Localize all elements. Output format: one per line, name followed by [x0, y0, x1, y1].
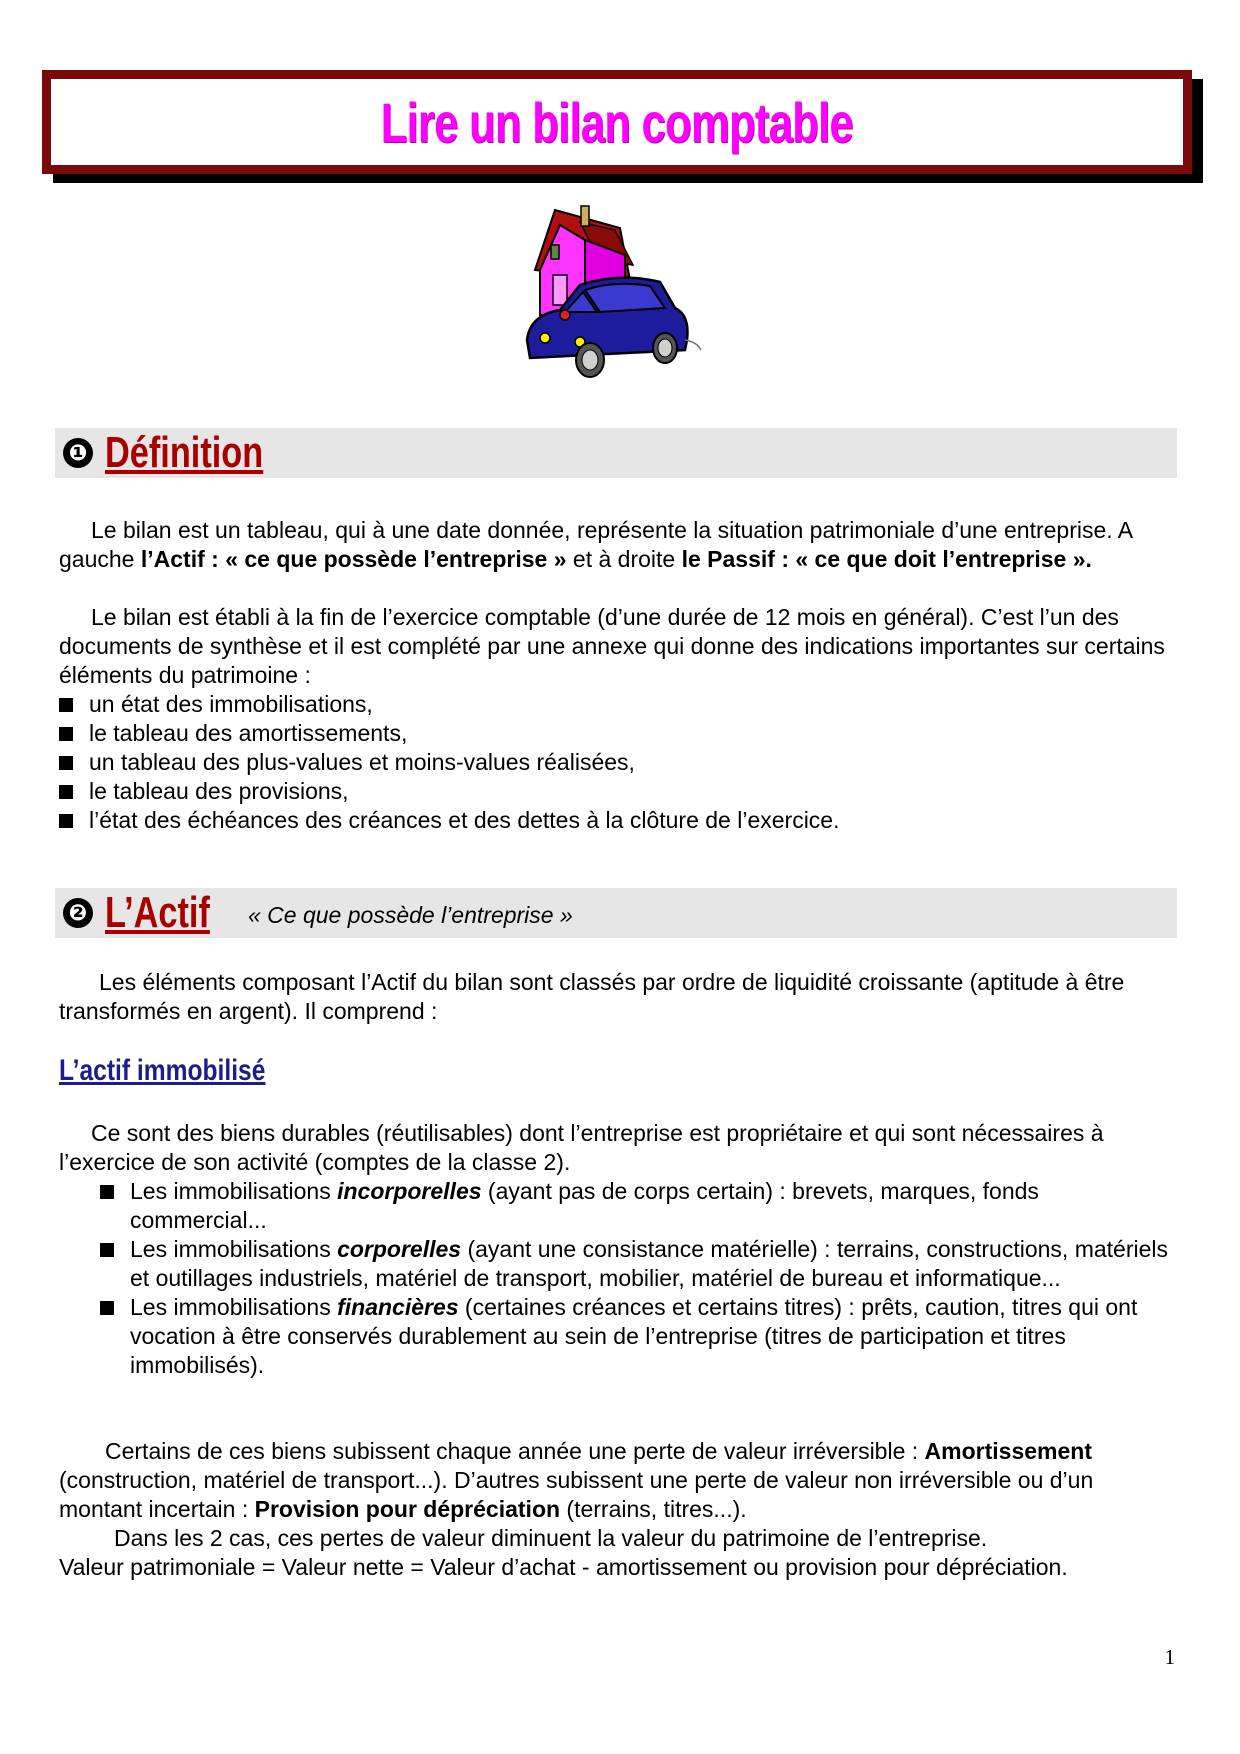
- actif-paragraph-3: Certains de ces biens subissent chaque année une perte de valeur irréversible : Amortissement (construction, matériel de transport...). D’autres subissent une perte de valeur non irréversible ou d’un montant incertain : Provision pour dépréciation (terrains, titres...).: [59, 1438, 1094, 1522]
- list-item: un état des immobilisations,: [59, 690, 1177, 719]
- list-item: un tableau des plus-values et moins-values réalisées,: [59, 748, 1177, 777]
- definition-paragraph-1: Le bilan est un tableau, qui à une date donnée, représente la situation patrimoniale d’une entreprise. A gauche l’Actif : « ce que possède l’entreprise » et à droite le Passif : « ce que doit l’entreprise ».: [59, 517, 1132, 572]
- list-item: le tableau des provisions,: [59, 777, 1177, 806]
- title-box: [42, 70, 1192, 174]
- section-subtitle-actif: « Ce que possède l’entreprise »: [248, 902, 573, 928]
- actif-paragraph-5: Valeur patrimoniale = Valeur nette = Valeur d’achat - amortissement ou provision pour dépréciation.: [59, 1554, 1068, 1580]
- section-title-actif: L’Actif: [105, 888, 210, 937]
- annexe-list: [59, 690, 1177, 835]
- subheading-actif-immobilise: L’actif immobilisé: [59, 1054, 266, 1087]
- list-item: Les immobilisations corporelles (ayant une consistance matérielle) : terrains, constructions, matériels et outillages industriels, matériel de transport, mobilier, matériel de bureau et informatique...: [100, 1235, 1177, 1293]
- house-car-illustration: [525, 200, 705, 400]
- car-headlight: [540, 333, 550, 343]
- actif-paragraph-2: Ce sont des biens durables (réutilisables) dont l’entreprise est propriétaire et qui sont nécessaires à l’exercice de son activité (comptes de la classe 2).: [59, 1120, 1104, 1175]
- page-title: Lire un bilan comptable: [380, 90, 854, 154]
- list-item: Les immobilisations financières (certaines créances et certains titres) : prêts, caution, titres qui ont vocation à être conservés durablement au sein de l’entreprise (titres de participation et titres immobilisés).: [100, 1293, 1177, 1380]
- immobilisations-list: [100, 1177, 1177, 1380]
- actif-paragraph-1: Les éléments composant l’Actif du bilan sont classés par ordre de liquidité croissante (aptitude à être transformés en argent). Il comprend :: [59, 969, 1125, 1024]
- list-item: le tableau des amortissements,: [59, 719, 1177, 748]
- definition-paragraph-2: Le bilan est établi à la fin de l’exercice comptable (d’une durée de 12 mois en général). C’est l’un des documents de synthèse et il est complété par une annexe qui donne des indications importantes sur certains éléments du patrimoine :: [59, 604, 1165, 688]
- section-definition-header: [55, 428, 1177, 478]
- chimney: [581, 206, 589, 226]
- list-item: Les immobilisations incorporelles (ayant pas de corps certain) : brevets, marques, fonds commercial...: [100, 1177, 1177, 1235]
- actif-paragraph-4: Dans les 2 cas, ces pertes de valeur diminuent la valeur du patrimoine de l’entreprise.: [114, 1525, 988, 1551]
- section-title-definition: Définition: [105, 428, 264, 477]
- section-actif-header: [55, 888, 1177, 938]
- page-number: 1: [1164, 1645, 1175, 1669]
- section-number-2: ❷: [63, 898, 93, 928]
- section-number-1: ❶: [63, 438, 93, 468]
- list-item: l’état des échéances des créances et des dettes à la clôture de l’exercice.: [59, 806, 1177, 835]
